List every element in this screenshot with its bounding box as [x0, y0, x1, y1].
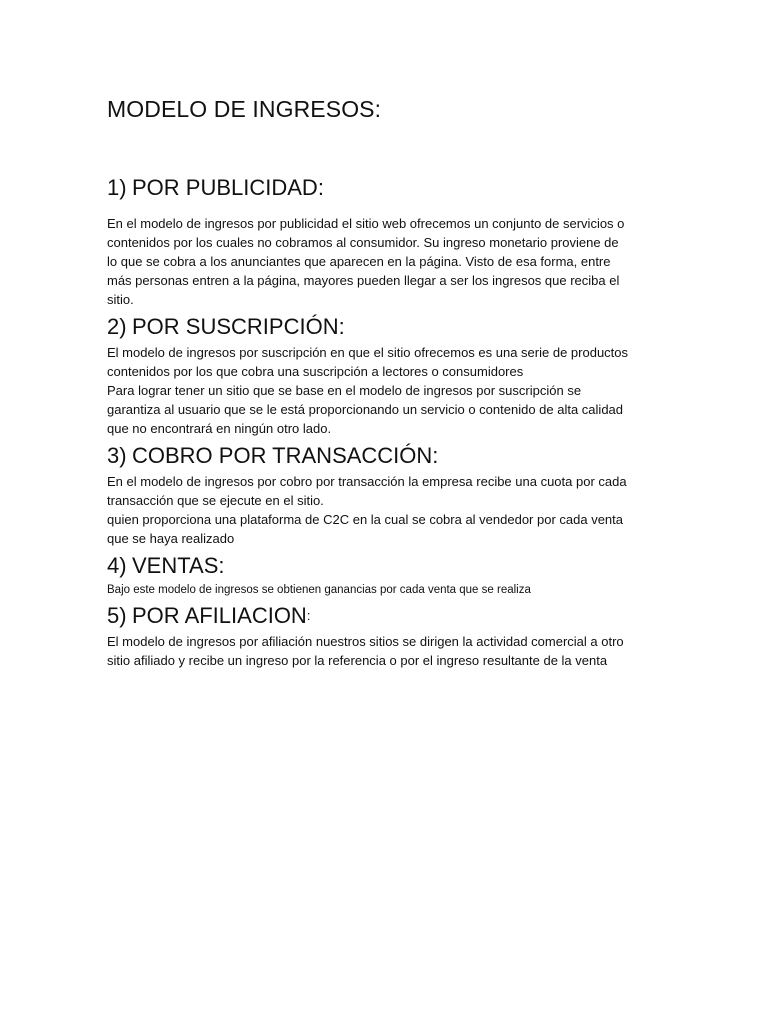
section-number: 4) [107, 553, 127, 578]
section-heading-text: POR AFILIACION [132, 603, 307, 628]
section-heading-text: VENTAS: [132, 553, 225, 578]
section-heading-text: COBRO POR TRANSACCIÓN: [132, 443, 439, 468]
section-heading-text: POR SUSCRIPCIÓN: [132, 314, 345, 339]
section-number: 5) [107, 603, 127, 628]
section-heading-ventas [107, 552, 667, 580]
section-heading-transaccion [107, 442, 667, 470]
section-heading-publicidad [107, 174, 667, 202]
section-body-afiliacion: El modelo de ingresos por afiliación nuestros sitios se dirigen la actividad comercial a otro sitio afiliado y recibe un ingreso por la referencia o por el ingreso resultante de la venta [107, 634, 624, 668]
section-body-suscripcion: El modelo de ingresos por suscripción en que el sitio ofrecemos es una serie de productos contenidos por los que cobra una suscripción a lectores o consumidores Para lograr tener un sitio que se base en el modelo de ingresos por suscripción se garantiza al usuario que se le está proporcionando un servicio o contenido de alta calidad que no encontrará en ningún otro lado. [107, 345, 629, 436]
section-body-ventas: Bajo este modelo de ingresos se obtienen ganancias por cada venta que se realiza [107, 584, 531, 596]
document-page [107, 94, 667, 670]
document-title: MODELO DE INGRESOS: [107, 96, 382, 122]
section-number: 3) [107, 443, 127, 468]
section-heading-text: POR PUBLICIDAD: [132, 175, 324, 200]
section-number: 2) [107, 314, 127, 339]
section-number: 1) [107, 175, 127, 200]
section-heading-afiliacion [107, 602, 667, 630]
section-heading-suscripcion [107, 313, 667, 341]
section-heading-colon: : [306, 608, 311, 623]
section-body-publicidad: En el modelo de ingresos por publicidad el sitio web ofrecemos un conjunto de servicios o contenidos por los cuales no cobramos al consumidor. Su ingreso monetario proviene de lo que se cobra a los anunciantes que aparecen en la página. Visto de esa forma, entre más personas entren a la página, mayores pueden llegar a ser los ingresos que reciba el sitio. [107, 216, 625, 307]
section-body-transaccion: En el modelo de ingresos por cobro por transacción la empresa recibe una cuota por cada transacción que se ejecute en el sitio. quien proporciona una plataforma de C2C en la cual se cobra al vendedor por cada venta que se haya realizado [107, 474, 627, 546]
